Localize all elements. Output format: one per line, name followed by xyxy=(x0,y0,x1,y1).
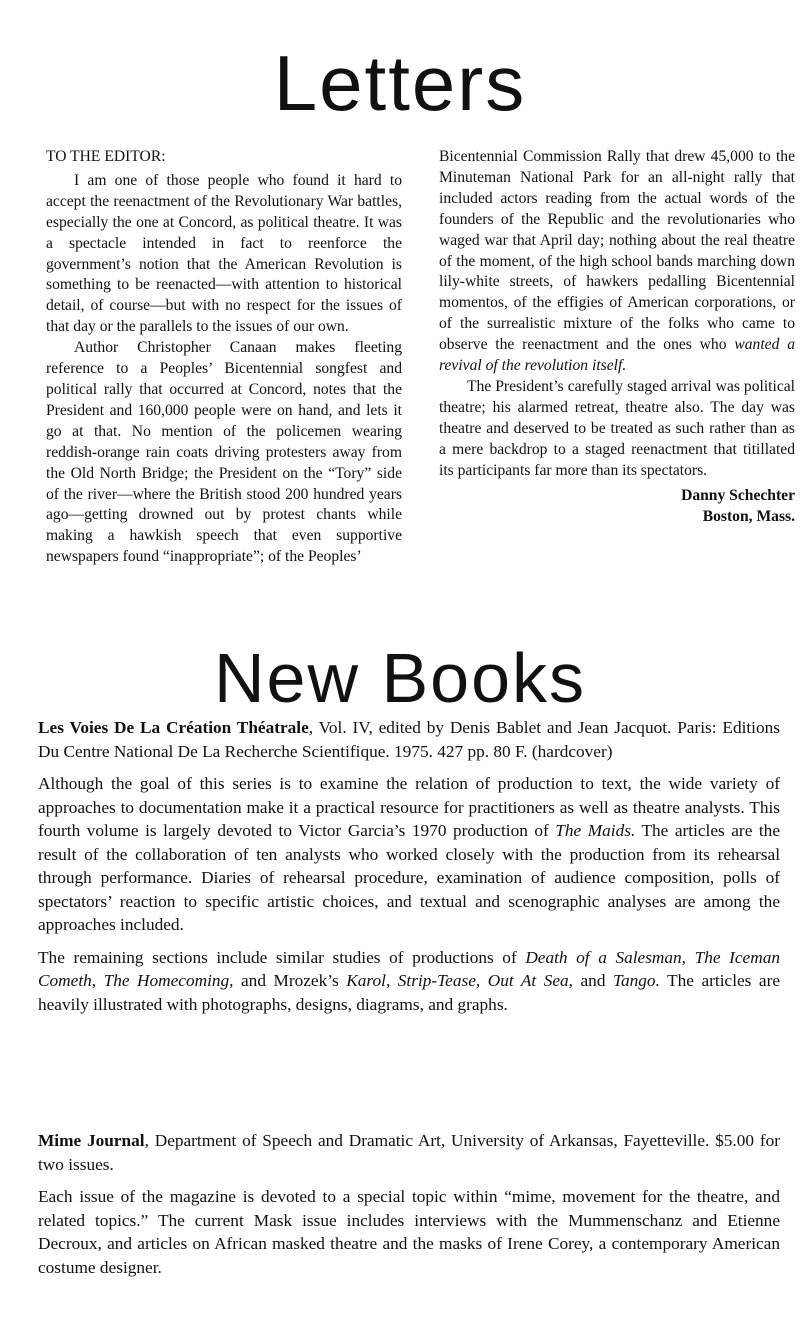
book-1-desc-1-part-b: The articles are the result of the collaboration of ten analysts who worked closely with the production from its rehearsal through performance. Diaries of rehearsal procedure, examination of audience composition, polls of spectators’ reaction to specific artistic choices, and textual and scenographic analyses are among the approaches included. xyxy=(38,821,780,934)
book-1-title: Les Voies De La Création Théatrale xyxy=(38,718,309,737)
signature-name: Danny Schechter xyxy=(681,486,795,504)
book-1-description-2 xyxy=(38,946,780,1017)
book-1-desc-1-part-a: Although the goal of this series is to examine the relation of production to text, the wide variety of approaches to documentation make it a practical resource for practitioners as well as theatre analysts. This fourth volume is largely devoted to Victor Garcia’s 1970 production of xyxy=(38,774,780,840)
letter-column-right xyxy=(439,147,795,527)
book-1-desc-2-part-b: and Mrozek’s xyxy=(233,971,347,990)
letter-column-left xyxy=(46,147,402,568)
book-entry-1 xyxy=(38,716,780,1025)
signature-place: Boston, Mass. xyxy=(702,507,795,525)
letter-paragraph-2-italic: wanted a revival of the revolution itself. xyxy=(439,336,795,375)
book-2-details: , Department of Speech and Dramatic Art, University of Arkansas, Fayetteville. $5.00 for two issues. xyxy=(38,1131,780,1174)
letter-paragraph-2 xyxy=(46,338,402,568)
book-1-desc-2-part-a: The remaining sections include similar studies of productions of xyxy=(38,947,526,967)
new-books-heading: New Books xyxy=(213,639,587,717)
letters-heading: Letters xyxy=(273,39,527,127)
letter-paragraph-2-continued xyxy=(439,147,795,377)
book-1-desc-2-italic-1: Death of a Salesman, The Iceman Cometh, The Homecoming, xyxy=(38,947,780,990)
book-1-description-1 xyxy=(38,772,780,937)
book-1-desc-2-italic-3: Tango. xyxy=(612,971,660,990)
book-2-description: Each issue of the magazine is devoted to a special topic within “mime, movement for the theatre, and related topics.” The current Mask issue includes interviews with the Mummenschanz and Etienne Decroux, and articles on African masked theatre and the masks of Irene Corey, a contemporary American costume designer. xyxy=(38,1187,780,1277)
letter-paragraph-3: The President’s carefully staged arrival was political theatre; his alarmed retreat, theatre also. The day was theatre and deserved to be treated as such rather than as a mere backdrop to a staged reenactment that titillated its participants far more than its spectators. xyxy=(439,377,795,479)
book-1-desc-2-part-c: and xyxy=(573,971,613,990)
letter-paragraph-1: I am one of those people who found it hard to accept the reenactment of the Revolutionary War battles, especially the one at Concord, as political theatre. It was a spectacle intended in fact to reenforce the government’s notion that the American Revolution is something to be reenacted—with attention to historical detail, of course—but with no respect for the issues of that day or the parallels to the issues of our own. xyxy=(46,171,402,336)
book-2-citation xyxy=(38,1129,780,1176)
book-1-citation xyxy=(38,716,780,763)
letter-signature xyxy=(439,485,795,527)
book-1-desc-1-italic: The Maids. xyxy=(555,821,636,840)
book-1-desc-2-italic-2: Karol, Strip-Tease, Out At Sea, xyxy=(346,971,573,990)
book-1-desc-2-part-d: The articles are heavily illustrated with photographs, designs, diagrams, and graphs. xyxy=(38,971,780,1014)
book-entry-2 xyxy=(38,1129,780,1288)
letter-salutation: TO THE EDITOR: xyxy=(46,148,166,165)
book-2-title: Mime Journal xyxy=(38,1131,145,1150)
letter-paragraph-2-continued-text: Bicentennial Commission Rally that drew 45,000 to the Minuteman National Park for an all-night rally that included actors reading from the actual words of the founders of the Republic and the revolutionaries who waged war that April day; nothing about the real theatre of the moment, of the high school bands marching down lily-white streets, of hawkers pedalling Bicentennial momentos, of the effigies of American corporations, or of the surrealistic mixture of the folks who came to observe the reenactment and the ones who xyxy=(439,148,795,354)
book-1-details: , Vol. IV, edited by Denis Bablet and Jean Jacquot. Paris: Editions Du Centre National De La Recherche Scientifique. 1975. 427 pp. 80 F. (hardcover) xyxy=(38,718,780,761)
letter-paragraph-2-text: Author Christopher Canaan makes fleeting reference to a Peoples’ Bicentennial songfest and political rally that occurred at Concord, notes that the President and 160,000 people were on hand, and lets it go at that. No mention of the policemen wearing reddish-orange rain coats driving protesters away from the Old North Bridge; the President on the “Tory” side of the river—where the British stood 200 hundred years ago—getting drowned out by protest chants while making a hawkish speech that even supportive newspapers found “inappropriate”; of the Peoples’ xyxy=(46,339,402,566)
